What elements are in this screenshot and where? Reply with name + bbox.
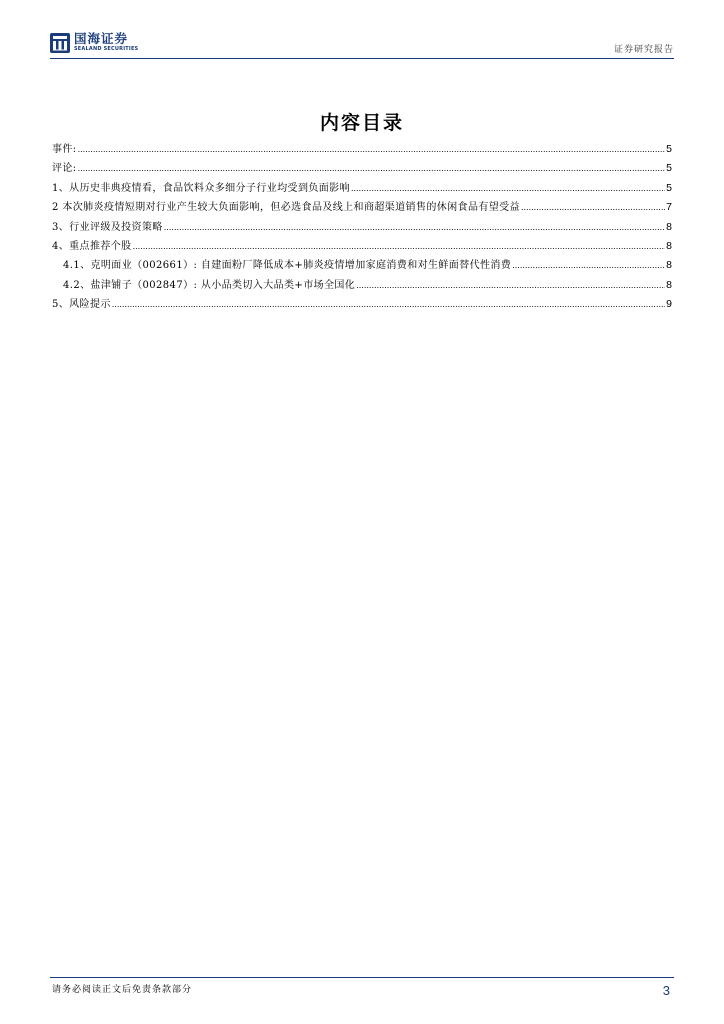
toc-leader-dots — [78, 159, 666, 178]
toc-entry-page[interactable]: 7 — [666, 201, 672, 214]
toc-entry-page[interactable]: 5 — [666, 162, 672, 175]
toc-entry-page[interactable]: 5 — [666, 143, 672, 155]
toc-entry-page[interactable]: 8 — [666, 220, 672, 233]
toc-entry-text[interactable]: 2 本次肺炎疫情短期对行业产生较大负面影响，但必选食品及线上和商超渠道销售的休闲食品有望受益 — [52, 202, 520, 214]
toc-entry-page[interactable]: 5 — [666, 181, 672, 194]
toc-leader-dots — [133, 237, 666, 256]
toc-entry[interactable] — [52, 159, 672, 178]
toc-leader-dots — [351, 179, 665, 198]
logo-chinese-name: 国海证券 — [74, 31, 129, 46]
toc-entry[interactable] — [52, 198, 672, 217]
logo-english-name: SEALAND SECURITIES — [74, 46, 139, 52]
toc-entry[interactable] — [52, 276, 672, 295]
page-header — [50, 32, 674, 59]
toc-entry[interactable] — [52, 295, 672, 314]
toc-title: 内容目录 — [319, 112, 404, 134]
toc-leader-dots — [78, 140, 666, 159]
toc-entry[interactable] — [52, 179, 672, 198]
toc-entry-page[interactable]: 8 — [666, 259, 672, 272]
toc-entry[interactable] — [52, 218, 672, 237]
disclaimer-note: 请务必阅读正文后免责条款部分 — [52, 985, 193, 995]
sealand-logo-icon — [50, 33, 70, 53]
toc-entry-text[interactable]: 4、重点推荐个股 — [52, 240, 132, 252]
toc-entry-page[interactable]: 8 — [666, 278, 672, 291]
toc-leader-dots — [112, 295, 665, 314]
company-logo — [50, 32, 138, 53]
toc-entry-page[interactable]: 8 — [666, 239, 672, 252]
toc-entry-text[interactable]: 1、从历史非典疫情看，食品饮料众多细分子行业均受到负面影响 — [52, 182, 350, 194]
toc-entry-page[interactable]: 9 — [666, 298, 672, 311]
report-type-label: 证券研究报告 — [613, 45, 674, 55]
toc-entry-text[interactable]: 4.2、盐津铺子（002847）: 从小品类切入大品类+市场全国化 — [63, 279, 356, 291]
toc-entry-text[interactable]: 事件: — [52, 144, 77, 155]
toc-entry-text[interactable]: 5、风险提示 — [52, 299, 111, 311]
page-number: 3 — [662, 983, 670, 998]
toc-leader-dots — [164, 218, 665, 237]
page-footer — [50, 977, 674, 998]
table-of-contents — [52, 140, 672, 315]
toc-leader-dots — [356, 276, 665, 295]
toc-entry[interactable] — [52, 237, 672, 256]
toc-entry[interactable] — [52, 256, 672, 275]
toc-leader-dots — [521, 198, 665, 217]
toc-entry-text[interactable]: 4.1、克明面业（002661）: 自建面粉厂降低成本+肺炎疫情增加家庭消费和对生鲜面替代性消费 — [63, 260, 512, 272]
toc-leader-dots — [512, 256, 665, 275]
toc-entry[interactable] — [52, 140, 672, 159]
toc-entry-text[interactable]: 3、行业评级及投资策略 — [52, 221, 163, 233]
toc-entry-text[interactable]: 评论: — [52, 163, 77, 175]
